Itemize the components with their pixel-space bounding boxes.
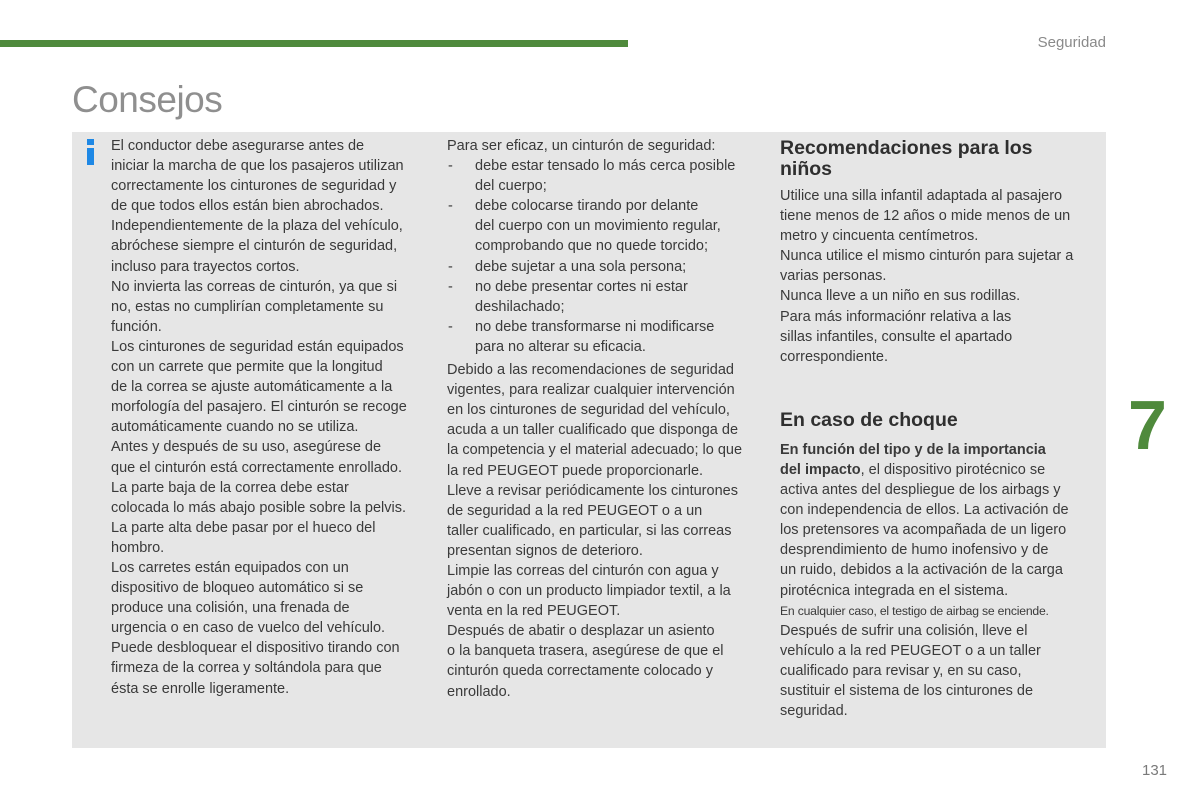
text-line: cualificado para revisar y, en su caso, xyxy=(780,662,1022,679)
text-line: Independientemente de la plaza del vehículo, xyxy=(111,218,403,235)
text-line: un ruido, debidos a la activación de la carga xyxy=(780,562,1063,579)
text-line: automáticamente cuando no se utiliza. xyxy=(111,419,359,436)
text-line: la red PEUGEOT puede proporcionarle. xyxy=(447,462,704,479)
list-item-line: deshilachado; xyxy=(475,298,565,315)
text-line: acuda a un taller cualificado que disponga de xyxy=(447,422,739,439)
text-line: No invierta las correas de cinturón, ya que si xyxy=(111,278,398,295)
text-line: colocada lo más abajo posible sobre la pelvis. xyxy=(111,499,407,516)
text-line: correspondiente. xyxy=(780,348,889,365)
text-line: de la correa se ajuste automáticamente a la xyxy=(111,379,393,396)
text-line: tiene menos de 12 años o mide menos de un xyxy=(780,208,1071,225)
list-item-line: para no alterar su eficacia. xyxy=(475,338,646,355)
page-title: Consejos xyxy=(72,79,223,120)
airbag-warning-note: En cualquier caso, el testigo de airbag se enciende. xyxy=(780,603,1049,618)
text-line: ésta se enrolle ligeramente. xyxy=(111,680,290,697)
text-line: Nunca utilice el mismo cinturón para sujetar a xyxy=(780,248,1074,265)
text-line: La parte baja de la correa debe estar xyxy=(111,479,349,496)
text-line: Después de sufrir una colisión, lleve el xyxy=(780,622,1028,639)
text-line: Los cinturones de seguridad están equipados xyxy=(111,338,404,355)
info-icon xyxy=(84,139,98,165)
column-children-and-crash xyxy=(780,138,1100,721)
text-line: metro y cincuenta centímetros. xyxy=(780,228,979,245)
text-line: vigentes, para realizar cualquier intervención xyxy=(447,382,735,399)
list-item xyxy=(447,257,765,277)
bold-text: En función del tipo y de la importancia xyxy=(780,441,1046,458)
list-item xyxy=(447,196,765,256)
text-line: morfología del pasajero. El cinturón se recoge xyxy=(111,399,407,416)
text-line: Limpie las correas del cinturón con agua y xyxy=(447,562,719,579)
section-name: Seguridad xyxy=(1037,34,1106,51)
list-item-line: del cuerpo; xyxy=(475,178,547,195)
text-line: hombro. xyxy=(111,539,165,556)
text-line: la competencia y el material adecuado; lo que xyxy=(447,442,743,459)
list-item xyxy=(447,317,765,357)
belt-requirements-list xyxy=(447,156,765,357)
text-line: sustituir el sistema de los cinturones de xyxy=(780,682,1034,699)
text-line: dispositivo de bloqueo automático si se xyxy=(111,580,364,597)
bold-text: del impacto xyxy=(780,461,861,478)
text-line: Para más informaciónr relativa a las xyxy=(780,308,1012,325)
list-item-line: del cuerpo con un movimiento regular, xyxy=(475,218,721,235)
column-general-advice xyxy=(111,136,429,699)
header-accent-bar xyxy=(0,40,628,47)
text-line: Antes y después de su uso, asegúrese de xyxy=(111,439,382,456)
text-line: jabón o con un producto limpiador textil, a la xyxy=(447,583,731,600)
text-line: venta en la red PEUGEOT. xyxy=(447,603,621,620)
text-line: iniciar la marcha de que los pasajeros utilizan xyxy=(111,158,404,175)
list-item-line: - no debe transformarse ni modificarse xyxy=(475,318,715,335)
list-item xyxy=(447,277,765,317)
heading-line: Recomendaciones para los xyxy=(780,137,1033,159)
text-line: pirotécnica integrada en el sistema. xyxy=(780,582,1009,599)
text-line: abróchese siempre el cinturón de seguridad, xyxy=(111,238,398,255)
text-line: correctamente los cinturones de seguridad y xyxy=(111,178,397,195)
inline-text: , el dispositivo pirotécnico se xyxy=(860,461,1046,478)
text-line: seguridad. xyxy=(780,703,848,720)
text-line: los pretensores va acompañada de un ligero xyxy=(780,522,1067,539)
text-line: cinturón queda correctamente colocado y xyxy=(447,663,713,680)
text-line: El conductor debe asegurarse antes de xyxy=(111,138,365,154)
text-line: con un carrete que permite que la longitud xyxy=(111,359,383,376)
heading-crash: En caso de choque xyxy=(780,408,958,431)
text-line: varias personas. xyxy=(780,268,887,285)
text-line-bold xyxy=(780,440,1100,460)
text-line: incluso para trayectos cortos. xyxy=(111,258,300,275)
text-line: vehículo a la red PEUGEOT o a un taller xyxy=(780,642,1041,659)
text-line: Nunca lleve a un niño en sus rodillas. xyxy=(780,288,1021,305)
text-line: Los carretes están equipados con un xyxy=(111,559,349,576)
text-line: produce una colisión, una frenada de xyxy=(111,600,350,617)
list-item-line: - debe estar tensado lo más cerca posible xyxy=(475,158,736,175)
list-item-line: - debe colocarse tirando por delante xyxy=(475,198,699,215)
text-line: de seguridad a la red PEUGEOT o a un xyxy=(447,502,703,519)
text-line: con independencia de ellos. La activación de xyxy=(780,502,1069,519)
text-line: La parte alta debe pasar por el hueco del xyxy=(111,519,376,536)
text-line: firmeza de la correa y soltándola para que xyxy=(111,660,382,677)
text-line: enrollado. xyxy=(447,683,511,700)
text-line: taller cualificado, en particular, si las correas xyxy=(447,522,732,539)
text-line: en los cinturones de seguridad del vehículo, xyxy=(447,402,730,419)
text-line: que el cinturón está correctamente enrollado. xyxy=(111,459,402,476)
text-line: sillas infantiles, consulte el apartado xyxy=(780,328,1013,345)
text-line: Después de abatir o desplazar un asiento xyxy=(447,623,715,640)
text-line: no, estas no cumplirían completamente su xyxy=(111,298,384,315)
text-line xyxy=(780,460,1100,480)
text-line: de que todos ellos están bien abrochados. xyxy=(111,198,384,215)
text-line: Utilice una silla infantil adaptada al pasajero xyxy=(780,188,1063,204)
heading-children xyxy=(780,138,1100,180)
chapter-number: 7 xyxy=(1128,386,1167,464)
text-line: presentan signos de deterioro. xyxy=(447,542,643,559)
page-number: 131 xyxy=(1142,762,1168,779)
text-line: función. xyxy=(111,318,162,335)
heading-line: niños xyxy=(780,158,832,180)
list-item-line: - debe sujetar a una sola persona; xyxy=(475,258,687,275)
list-intro: Para ser eficaz, un cinturón de seguridad: xyxy=(447,138,716,154)
text-line: desprendimiento de humo inofensivo y de xyxy=(780,542,1049,559)
text-line: activa antes del despliegue de los airbags y xyxy=(780,482,1061,499)
text-line: urgencia o en caso de vuelco del vehículo. xyxy=(111,620,386,637)
text-line: Puede desbloquear el dispositivo tirando con xyxy=(111,640,400,657)
list-item-line: comprobando que no quede torcido; xyxy=(475,238,708,255)
text-line: Lleve a revisar periódicamente los cinturones xyxy=(447,482,738,499)
text-line: Debido a las recomendaciones de seguridad xyxy=(447,362,734,379)
list-item xyxy=(447,156,765,196)
text-line: o la banqueta trasera, asegúrese de que el xyxy=(447,643,724,660)
list-item-line: - no debe presentar cortes ni estar xyxy=(475,278,688,295)
column-belt-usage xyxy=(447,136,765,702)
